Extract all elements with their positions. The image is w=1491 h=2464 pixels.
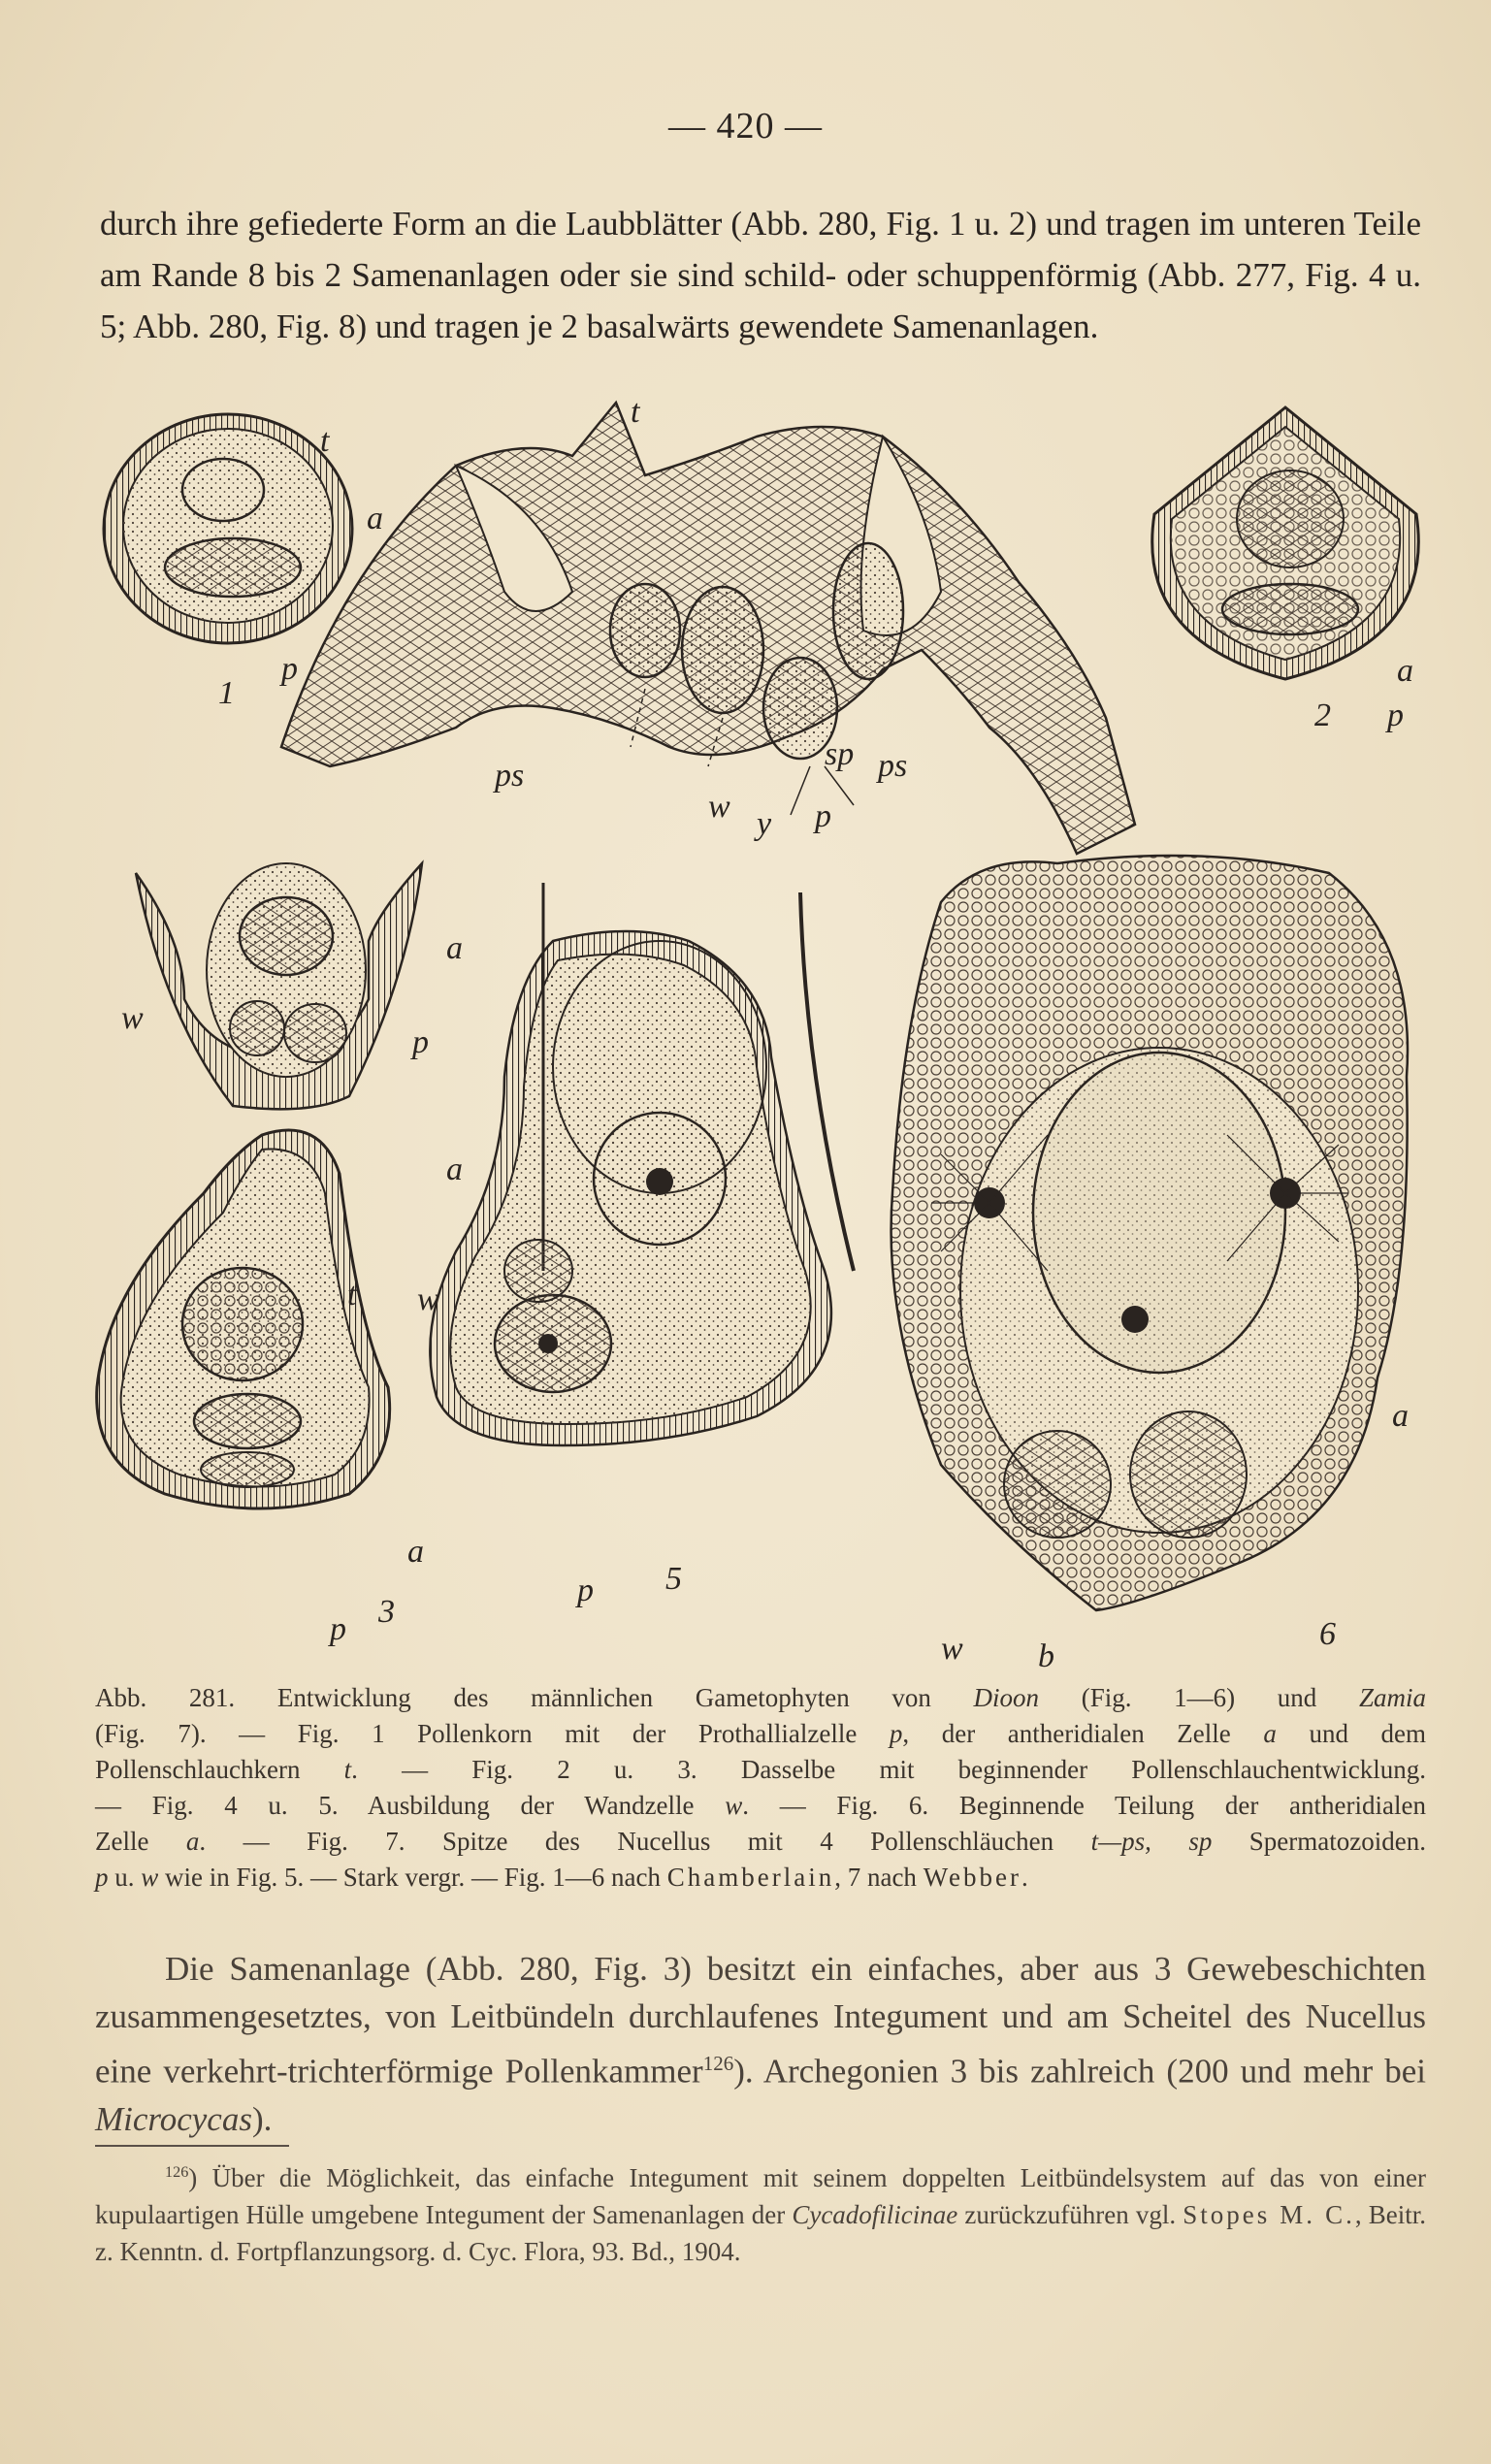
label-fig1-t: t (320, 423, 330, 459)
caption-line: — Fig. 4 u. 5. Ausbildung der Wandzelle w. — Fig. 6. Beginnende Teilung der antheridialen (95, 1791, 1426, 1820)
caption-line: Abb. 281. Entwicklung des männlichen Gametophyten von Dioon (Fig. 1—6) und Zamia (95, 1683, 1426, 1712)
label-fig6-number: 6 (1319, 1616, 1336, 1652)
label-fig3-number: 3 (378, 1594, 395, 1630)
fig6-dividing-cell (891, 856, 1408, 1610)
footnote-mark: 126 (165, 2163, 189, 2181)
fig5-pollen-grain (430, 883, 854, 1445)
page-number: — 420 — (668, 106, 823, 146)
fig7-nucellus-tip (281, 403, 1135, 854)
label-fig4-a: a (446, 930, 463, 966)
label-fig7-w: w (708, 789, 730, 825)
fig4-pollen-grain (136, 863, 422, 1109)
caption-line: (Fig. 7). — Fig. 1 Pollenkorn mit der Prothallialzelle p, der antheridialen Zelle a und dem (95, 1719, 1427, 1748)
label-fig4-w: w (121, 1000, 144, 1036)
caption-line: Zelle a. — Fig. 7. Spitze des Nucellus mit 4 Pollenschläuchen t—ps, sp Spermatozoiden. (95, 1827, 1426, 1856)
label-fig7-y: y (757, 806, 772, 842)
label-fig2-p: p (1387, 697, 1404, 733)
label-fig7-sp: sp (825, 736, 855, 772)
label-fig3-a: a (407, 1534, 424, 1570)
label-fig2-number: 2 (1314, 697, 1331, 733)
label-fig5-p: p (577, 1572, 594, 1608)
caption-line: Pollenschlauchkern t. — Fig. 2 u. 3. Dasselbe mit beginnender Pollenschlauchentwicklung. (95, 1755, 1426, 1784)
label-fig3-t: t (347, 1277, 357, 1313)
label-fig1-number: 1 (218, 675, 235, 711)
label-fig6-w: w (941, 1631, 963, 1667)
caption-line: p u. w wie in Fig. 5. — Stark vergr. — Fig. 1—6 nach Chamberlain, 7 nach Webber. (95, 1863, 1028, 1892)
label-fig5-number: 5 (665, 1561, 682, 1597)
footnote-divider (95, 2145, 289, 2147)
label-fig2-a: a (1397, 653, 1413, 689)
fig3-pollen-grain (97, 1130, 390, 1508)
footnote-reference[interactable]: 126 (702, 2052, 734, 2075)
figure-caption (95, 1680, 1426, 1896)
fig2-pollen-grain (1152, 407, 1419, 679)
label-fig1-a: a (367, 501, 383, 536)
label-fig7-p: p (815, 798, 831, 834)
figure-illustration (87, 398, 1426, 1678)
body-paragraph: Die Samenanlage (Abb. 280, Fig. 3) besitzt ein einfaches, aber aus 3 Gewebeschichten zusammengesetztes, von Leitbündeln durchlaufenes Integument und am Scheitel des Nucellus eine verkehrt-trichterförmige Pollenkammer$^{126}$). Archegonien 3 bis zahlreich (200 und mehr bei Microcycas). (95, 1950, 1426, 2138)
botanical-figure-plate (87, 398, 1426, 1678)
label-fig7-t: t (631, 398, 640, 430)
label-fig6-a: a (1392, 1398, 1409, 1434)
label-fig6-b: b (1038, 1638, 1054, 1674)
label-fig3-p: p (330, 1611, 346, 1647)
intro-paragraph: durch ihre gefiederte Form an die Laubblätter (Abb. 280, Fig. 1 u. 2) und tragen im unteren Teile am Rande 8 bis 2 Samenanlagen oder sie sind schild- oder schuppenförmig (Abb. 277, Fig. 4 u. 5; Abb. 280, Fig. 8) und tragen je 2 basalwärts gewendete Samenanlagen. (100, 205, 1421, 345)
fig1-pollen-grain (104, 414, 352, 643)
label-fig1-p: p (281, 651, 298, 687)
label-fig5-w: w (417, 1281, 439, 1317)
label-fig5-a: a (446, 1151, 463, 1187)
label-fig7-ps: ps (495, 758, 525, 794)
footnote: $^{126}$) Über die Möglichkeit, das einfache Integument mit seinem doppelten Leitbündelsystem auf das von einer kupulaartigen Hülle umgebene Integument der Samenanlagen der Cycadofilicinae zurückzuführen vgl. Stopes M. C., Beitr. z. Kenntn. d. Fortpflanzungsorg. d. Cyc. Flora, 93. Bd., 1904. (95, 2163, 1426, 2266)
label-fig7-ps2: ps (878, 748, 908, 784)
label-fig4-p: p (412, 1024, 429, 1060)
